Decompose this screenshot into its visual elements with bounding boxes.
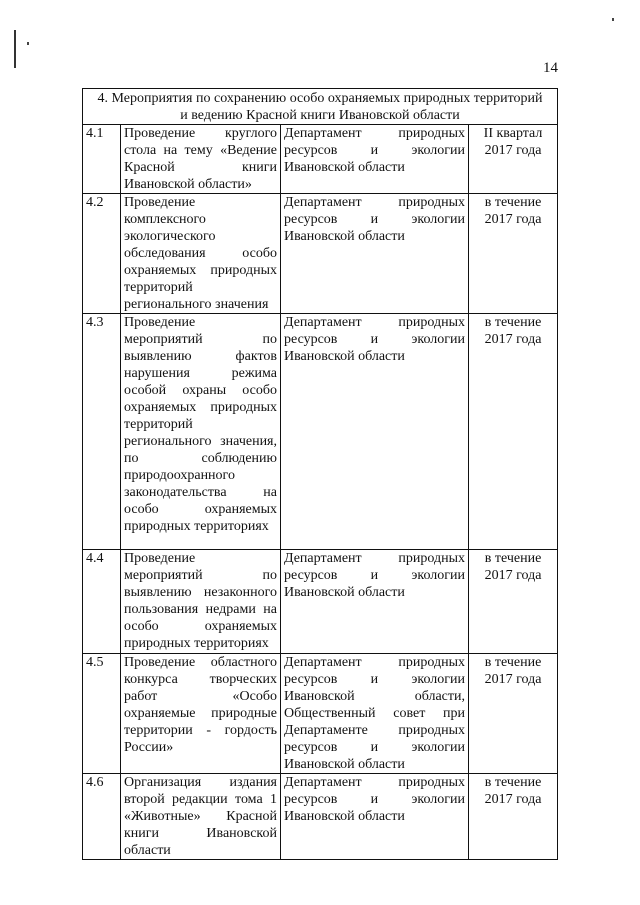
row-number: 4.2	[83, 194, 121, 314]
term-cell: в течение 2017 года	[469, 550, 558, 654]
scan-speck	[27, 42, 29, 45]
section-heading	[83, 89, 558, 125]
responsible-cell: Департамент природных ресурсов и экологии Ивановской области	[281, 194, 469, 314]
row-number: 4.3	[83, 314, 121, 550]
scan-margin-mark	[14, 30, 16, 68]
term-cell: II квартал 2017 года	[469, 125, 558, 194]
term-cell: в течение 2017 года	[469, 194, 558, 314]
event-cell: Проведение мероприятий по выявлению незаконного пользования недрами на особо охраняемых природных территориях	[121, 550, 281, 654]
row-number: 4.1	[83, 125, 121, 194]
term-cell: в течение 2017 года	[469, 654, 558, 774]
responsible-cell: Департамент природных ресурсов и экологии Ивановской области, Общественный совет при Департаменте природных ресурсов и экологии Ивановской области	[281, 654, 469, 774]
event-cell: Проведение областного конкурса творческих работ «Особо охраняемые природные территории - гордость России»	[121, 654, 281, 774]
event-cell: Проведение мероприятий по выявлению фактов нарушения режима особой охраны особо охраняемых природных территорий регионального значения, по соблюдению природоохранного законодательства на особо охраняемых природных территориях	[121, 314, 281, 550]
section-heading-line: 4. Мероприятия по сохранению особо охраняемых природных территорий	[97, 91, 543, 106]
responsible-cell: Департамент природных ресурсов и экологии Ивановской области	[281, 774, 469, 860]
table-row	[83, 314, 558, 550]
row-number: 4.5	[83, 654, 121, 774]
table-row	[83, 125, 558, 194]
responsible-cell: Департамент природных ресурсов и экологии Ивановской области	[281, 125, 469, 194]
responsible-cell: Департамент природных ресурсов и экологии Ивановской области	[281, 314, 469, 550]
term-cell: в течение 2017 года	[469, 774, 558, 860]
responsible-cell: Департамент природных ресурсов и экологии Ивановской области	[281, 550, 469, 654]
table-row	[83, 774, 558, 860]
page-number: 14	[543, 60, 558, 76]
table-row	[83, 654, 558, 774]
section-heading-line: и ведению Красной книги Ивановской области	[180, 108, 460, 123]
scan-speck	[612, 18, 614, 21]
measures-table	[82, 88, 558, 860]
row-number: 4.6	[83, 774, 121, 860]
table-row	[83, 194, 558, 314]
event-cell: Проведение комплексного экологического обследования особо охраняемых природных территорий регионального значения	[121, 194, 281, 314]
event-cell: Организация издания второй редакции тома 1 «Животные» Красной книги Ивановской области	[121, 774, 281, 860]
event-cell: Проведение круглого стола на тему «Ведение Красной книги Ивановской области»	[121, 125, 281, 194]
term-cell: в течение 2017 года	[469, 314, 558, 550]
table-row	[83, 550, 558, 654]
row-number: 4.4	[83, 550, 121, 654]
section-heading-row	[83, 89, 558, 125]
